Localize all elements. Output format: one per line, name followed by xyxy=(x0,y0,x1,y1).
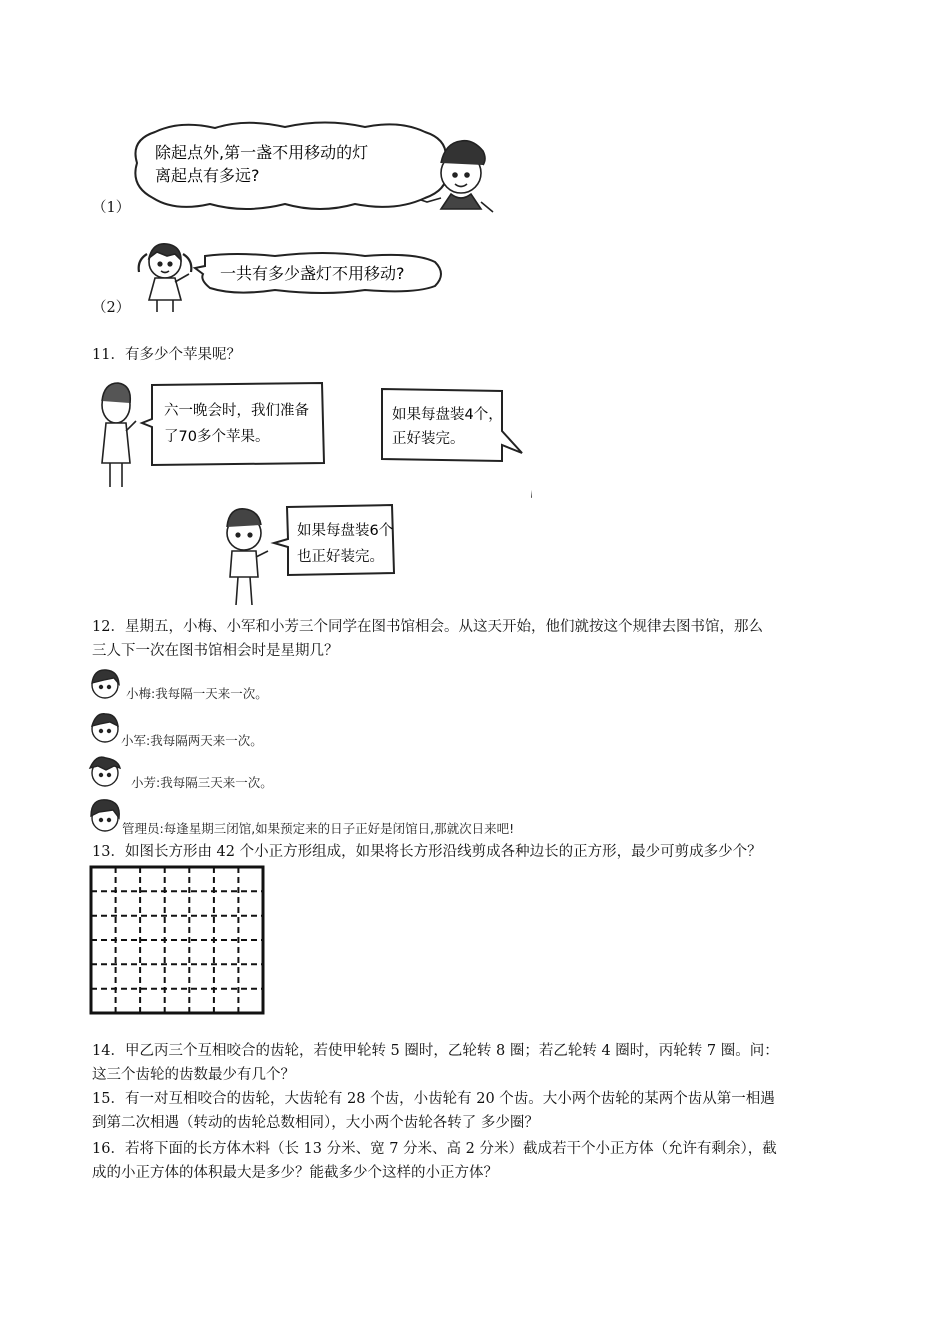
q14-line-2: 这三个齿轮的齿数最少有几个？ xyxy=(92,1067,295,1083)
q11-bubble-a-line-2: 了70多个苹果。 xyxy=(164,429,270,445)
q10-label-2: （2） xyxy=(92,300,131,316)
q11-bubble-c-line-1: 如果每盘装6个 xyxy=(297,523,394,539)
q10-bubble-1-line-1: 除起点外,第一盏不用移动的灯 xyxy=(155,143,369,162)
q11-bubble-b-line-1: 如果每盘装4个， xyxy=(392,407,503,423)
q14-line-1: 14．甲乙丙三个互相咬合的齿轮，若使甲轮转 5 圈时，乙轮转 8 圈；若乙轮转 4 圈时，丙轮转 7 圈。问： xyxy=(92,1043,779,1059)
q10-bubble-1-line-2: 离起点有多远? xyxy=(155,166,260,185)
q16-line-1: 16．若将下面的长方体木料（长 13 分米、宽 7 分米、高 2 分米）截成若干个小正方体（允许有剩余），截 xyxy=(92,1141,777,1157)
boy-middle-illustration xyxy=(227,509,268,605)
q16-line-2: 成的小正方体的体积最大是多少？能截多少个这样的小正方体？ xyxy=(92,1165,498,1181)
q11-bubble-c-line-2: 也正好装完。 xyxy=(297,549,384,565)
girl-left-illustration xyxy=(102,383,136,487)
speaker-avatars xyxy=(88,668,124,840)
q13-grid-figure xyxy=(88,864,268,1016)
q11-illustration xyxy=(92,375,532,615)
q15-line-2: 到第二次相遇（转动的齿轮总数相同），大小两个齿轮各转了 多少圈？ xyxy=(92,1115,539,1131)
q15-line-1: 15．有一对互相咬合的齿轮，大齿轮有 28 个齿，小齿轮有 20 个齿。大小两个齿轮的某两个齿从第一相遇 xyxy=(92,1091,775,1107)
q12-line-2: 三人下一次在图书馆相会时是星期几？ xyxy=(92,643,339,659)
q11-bubble-b-line-2: 正好装完。 xyxy=(392,431,465,447)
q10-bubble-2 xyxy=(125,240,455,320)
q11-bubble-a-line-1: 六一晚会时，我们准备 xyxy=(164,403,309,419)
q10-label-1: （1） xyxy=(92,200,131,216)
avatar-xiaomei xyxy=(92,670,119,698)
avatar-xiaofang xyxy=(90,757,120,786)
speaker-xiaojun: 小军:我每隔两天来一次。 xyxy=(121,733,263,748)
speaker-librarian: 管理员:每逢星期三闭馆,如果预定来的日子正好是闭馆日,那就次日来吧! xyxy=(122,821,515,836)
q10-bubble-2-text: 一共有多少盏灯不用移动? xyxy=(220,264,405,283)
q13-text: 13．如图长方形由 42 个小正方形组成，如果将长方形沿线剪成各种边长的正方形，最少可剪成多少个？ xyxy=(92,844,762,860)
speaker-xiaomei: 小梅:我每隔一天来一次。 xyxy=(126,686,268,701)
avatar-librarian xyxy=(91,800,119,831)
speaker-xiaofang: 小芳:我每隔三天来一次。 xyxy=(131,775,273,790)
girl-illustration xyxy=(139,244,192,312)
avatar-xiaojun xyxy=(92,714,118,742)
q10-bubble-1 xyxy=(125,118,510,218)
q12-line-1: 12．星期五，小梅、小军和小芳三个同学在图书馆相会。从这天开始，他们就按这个规律去图书馆，那么 xyxy=(92,619,763,635)
q11-title: 11．有多少个苹果呢？ xyxy=(92,347,241,363)
